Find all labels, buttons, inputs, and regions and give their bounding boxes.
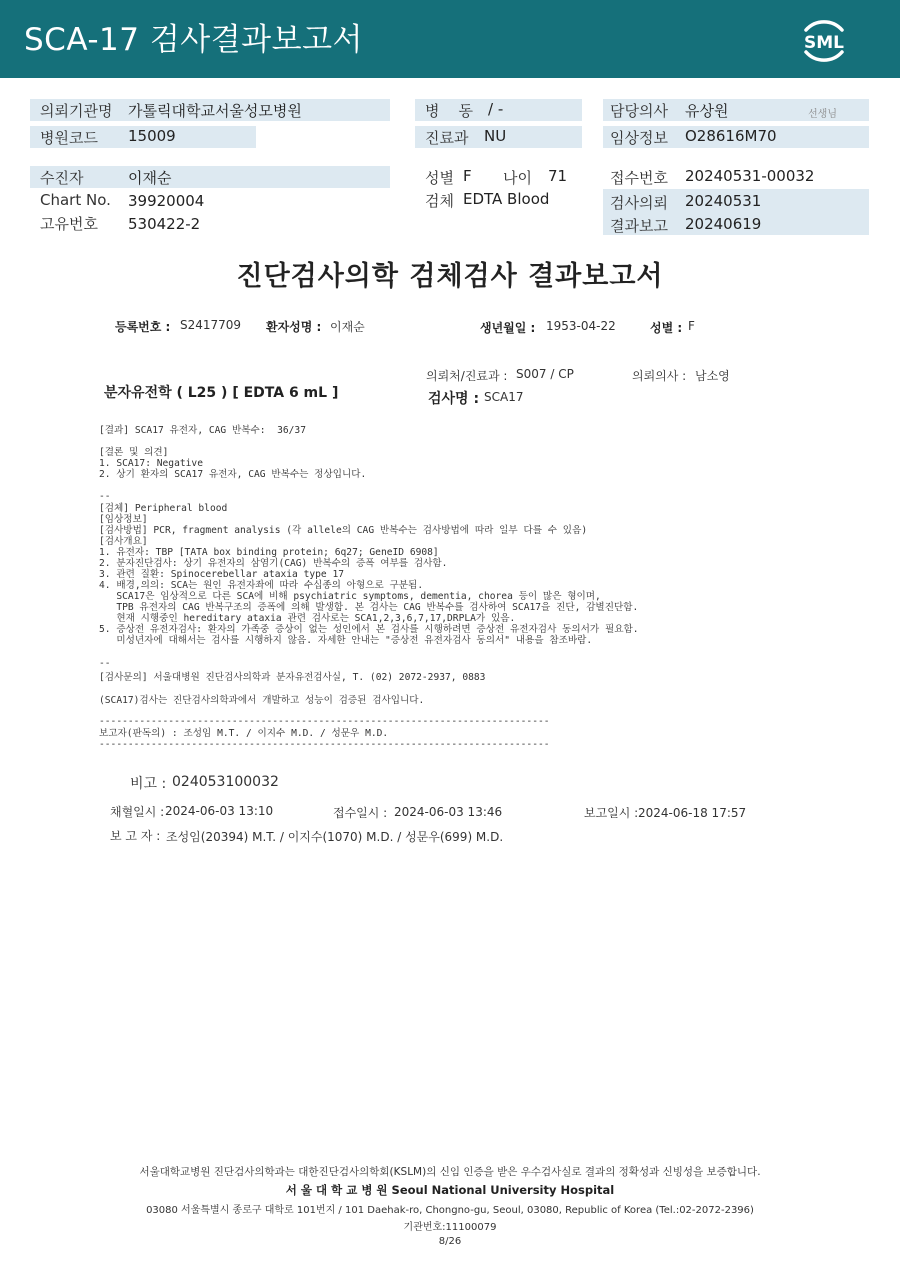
test-name-label: 검사명 : <box>428 391 480 407</box>
certification-note: 서울대학교병원 진단검사의학과는 대한진단검사의학회(KSLM)의 신임 인증을 받은 우수검사실로 결과의 정확성과 신빙성을 보증합니다. <box>139 1166 761 1178</box>
ward-label: 병 동 <box>425 102 474 120</box>
separator: -- <box>99 658 111 669</box>
doctor-suffix: 선생님 <box>808 109 837 120</box>
specimen-label: 검체 <box>425 192 454 210</box>
page-number: 8/26 <box>438 1236 462 1247</box>
remark-label: 비고 : <box>130 776 167 792</box>
institution-value: 가톨릭대학교서울성모병원 <box>128 102 302 120</box>
test-name-value: SCA17 <box>484 390 524 404</box>
patient-name-value: 이재순 <box>330 320 365 334</box>
detail-line: [임상정보] <box>99 514 148 525</box>
doctor-value: 유상원 <box>685 102 729 120</box>
detail-line: [검체] Peripheral blood <box>99 503 228 514</box>
detail-line: [검사방법] PCR, fragment analysis (각 allele의 CAG 반복수는 검사방법에 따라 일부 다를 수 있음) <box>99 525 588 536</box>
detail-line: 1. 유전자: TBP [TATA box binding protein; 6q27; GeneID 6908] <box>99 547 439 558</box>
ward-value: / - <box>488 100 504 118</box>
sex-value: F <box>463 167 472 185</box>
rule-line: ------------------------------------------------------------------------------ <box>99 739 550 750</box>
clinical-info-label: 임상정보 <box>610 129 668 147</box>
report-time-value: 2024-06-18 17:57 <box>638 806 747 820</box>
request-date-label: 검사의뢰 <box>610 194 668 212</box>
report-time-label: 보고일시 : <box>584 806 639 820</box>
development-note: (SCA17)검사는 진단검사의학과에서 개발하고 성능이 검증된 검사입니다. <box>99 695 425 706</box>
separator: -- <box>99 491 111 502</box>
unique-id-value: 530422-2 <box>128 215 201 233</box>
detail-line: 4. 배경,의의: SCA는 원인 유전자좌에 따라 수십종의 아형으로 구분됨. <box>99 580 424 591</box>
detail-line: 3. 관련 질환: Spinocerebellar ataxia type 17 <box>99 569 345 580</box>
detail-line: 미성년자에 대해서는 검사를 시행하지 않음. 자세한 안내는 "증상전 유전자검사 동의서" 내용을 참조바람. <box>99 635 593 646</box>
patient-value: 이재순 <box>128 169 172 187</box>
section-title: 분자유전학 ( L25 ) [ EDTA 6 mL ] <box>104 385 339 401</box>
report-sex-label: 성별 : <box>650 321 683 335</box>
institution-number: 기관번호:11100079 <box>403 1222 497 1233</box>
age-value: 71 <box>548 167 568 185</box>
detail-line: 2. 분자진단검사: 상기 유전자의 삼염기(CAG) 반복수의 증폭 여부를 검사함. <box>99 558 448 569</box>
reporters-line: 보고자(판독의) : 조성임 M.T. / 이지수 M.D. / 성문우 M.D. <box>99 728 389 739</box>
department-label: 진료과 <box>425 129 469 147</box>
report-sex-value: F <box>688 319 695 333</box>
conclusion-heading: [결론 및 의견] <box>99 447 169 458</box>
specimen-value: EDTA Blood <box>463 190 550 208</box>
conclusion-line: 2. 상기 환자의 SCA17 유전자, CAG 반복수는 정상입니다. <box>99 469 367 480</box>
inquiry-line: [검사문의] 서울대병원 진단검사의학과 분자유전검사실, T. (02) 2072-2937, 0883 <box>99 672 486 683</box>
result-line: [결과] SCA17 유전자, CAG 반복수: 36/37 <box>99 425 306 436</box>
receipt-no-label: 접수번호 <box>610 169 668 187</box>
chart-no-value: 39920004 <box>128 192 205 210</box>
institution-label: 의뢰기관명 <box>40 102 113 120</box>
clinical-info-value: O28616M70 <box>685 127 777 145</box>
patient-name-label: 환자성명 : <box>266 320 322 334</box>
hospital-name: 서 울 대 학 교 병 원 Seoul National University Hospital <box>285 1183 615 1197</box>
hospital-code-value: 15009 <box>128 127 176 145</box>
birthdate-value: 1953-04-22 <box>546 319 616 333</box>
patient-row-bg <box>30 166 390 188</box>
age-label: 나이 <box>503 169 532 187</box>
receipt-time-value: 2024-06-03 13:46 <box>394 805 503 819</box>
doctor-label: 담당의사 <box>610 102 668 120</box>
registration-label: 등록번호 : <box>115 320 171 334</box>
document-title: SCA-17 검사결과보고서 <box>24 22 363 58</box>
detail-line: SCA17은 임상적으로 다른 SCA에 비해 psychiatric symptoms, dementia, chorea 등이 많은 형이며, <box>99 591 601 602</box>
request-date-value: 20240531 <box>685 192 762 210</box>
collection-time-value: 2024-06-03 13:10 <box>165 804 274 818</box>
remark-value: 024053100032 <box>172 774 279 790</box>
receipt-no-value: 20240531-00032 <box>685 167 815 185</box>
referring-doctor-value: 남소영 <box>695 369 730 383</box>
referring-doctor-label: 의뢰의사 : <box>632 369 687 383</box>
report-title: 진단검사의학 검체검사 결과보고서 <box>236 261 664 292</box>
referral-label: 의뢰처/진료과 : <box>426 369 508 383</box>
registration-value: S2417709 <box>180 318 242 332</box>
birthdate-label: 생년월일 : <box>480 321 536 335</box>
unique-id-label: 고유번호 <box>40 215 98 233</box>
collection-time-label: 채혈일시 : <box>110 805 165 819</box>
referral-value: S007 / CP <box>516 367 574 381</box>
conclusion-line: 1. SCA17: Negative <box>99 458 203 469</box>
hospital-address: 03080 서울특별시 종로구 대학로 101번지 / 101 Daehak-ro, Chongno-gu, Seoul, 03080, Republic of Korea (Tel.:02-2072-2396) <box>146 1205 754 1216</box>
detail-line: [검사개요] <box>99 536 148 547</box>
detail-line: 현재 시행중인 hereditary ataxia 관련 검사로는 SCA1,2,3,6,7,17,DRPLA가 있음. <box>99 613 516 624</box>
result-date-label: 결과보고 <box>610 217 668 235</box>
sml-logo <box>796 12 852 68</box>
detail-line: 5. 증상전 유전자검사: 환자의 가족중 증상이 없는 성인에서 본 검사를 시행하려면 증상전 유전자검사 동의서가 필요함. <box>99 624 639 635</box>
detail-line: TPB 유전자의 CAG 반복구조의 증폭에 의해 발생함. 본 검사는 CAG 반복수를 검사하여 SCA17을 진단, 감별진단함. <box>99 602 639 613</box>
sex-label: 성별 <box>425 169 454 187</box>
hospital-code-label: 병원코드 <box>40 129 98 147</box>
result-date-value: 20240619 <box>685 215 762 233</box>
receipt-time-label: 접수일시 : <box>333 806 388 820</box>
department-value: NU <box>484 127 507 145</box>
reporter-label: 보 고 자 : <box>110 829 161 843</box>
chart-no-label: Chart No. <box>40 191 111 209</box>
patient-label: 수진자 <box>40 169 84 187</box>
reporter-value: 조성임(20394) M.T. / 이지수(1070) M.D. / 성문우(699) M.D. <box>166 830 504 844</box>
rule-line: ------------------------------------------------------------------------------ <box>99 716 550 727</box>
logo-text: SML <box>804 33 844 53</box>
